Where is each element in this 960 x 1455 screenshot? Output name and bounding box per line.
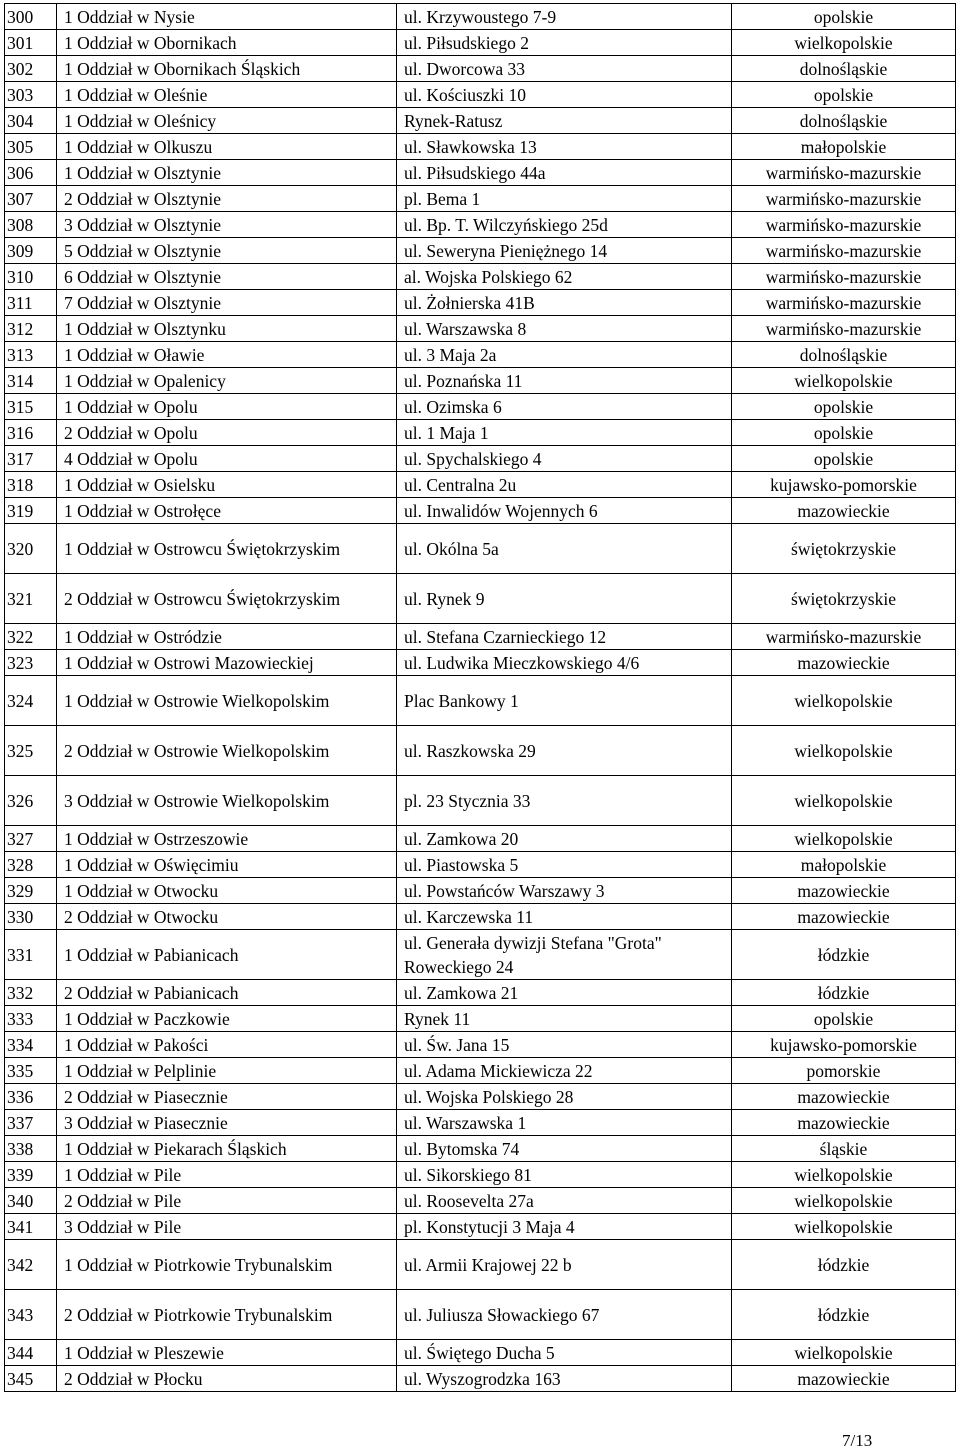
branch-address: ul. Świętego Ducha 5 [397, 1340, 732, 1366]
branch-name: 1 Oddział w Obornikach [57, 30, 397, 56]
branch-name: 2 Oddział w Pile [57, 1188, 397, 1214]
row-number: 332 [5, 980, 57, 1006]
table-row [5, 524, 956, 574]
branch-region: warmińsko-mazurskie [732, 624, 956, 650]
branch-address: pl. 23 Stycznia 33 [397, 776, 732, 826]
branch-address: ul. Generała dywizji Stefana "Grota" Roweckiego 24 [397, 930, 732, 980]
branch-name: 1 Oddział w Opalenicy [57, 368, 397, 394]
branch-name: 3 Oddział w Ostrowie Wielkopolskim [57, 776, 397, 826]
table-row [5, 316, 956, 342]
table-row [5, 1058, 956, 1084]
row-number: 333 [5, 1006, 57, 1032]
branch-region: świętokrzyskie [732, 574, 956, 624]
row-number: 309 [5, 238, 57, 264]
branch-address: ul. Armii Krajowej 22 b [397, 1240, 732, 1290]
table-row [5, 368, 956, 394]
row-number: 312 [5, 316, 57, 342]
branch-address: ul. Zamkowa 20 [397, 826, 732, 852]
branch-name: 1 Oddział w Olsztynku [57, 316, 397, 342]
branch-address: ul. Żołnierska 41B [397, 290, 732, 316]
branch-address: ul. 1 Maja 1 [397, 420, 732, 446]
branch-address: ul. Wyszogrodzka 163 [397, 1366, 732, 1392]
row-number: 316 [5, 420, 57, 446]
table-row [5, 264, 956, 290]
row-number: 339 [5, 1162, 57, 1188]
branch-address: ul. Zamkowa 21 [397, 980, 732, 1006]
branch-region: mazowieckie [732, 1366, 956, 1392]
table-row [5, 4, 956, 30]
table-row [5, 624, 956, 650]
branch-address: ul. Rynek 9 [397, 574, 732, 624]
branch-name: 4 Oddział w Opolu [57, 446, 397, 472]
branch-address: ul. Centralna 2u [397, 472, 732, 498]
branch-name: 2 Oddział w Olsztynie [57, 186, 397, 212]
row-number: 344 [5, 1340, 57, 1366]
branch-name: 1 Oddział w Ostrowcu Świętokrzyskim [57, 524, 397, 574]
branch-name: 1 Oddział w Opolu [57, 394, 397, 420]
table-row [5, 930, 956, 980]
row-number: 323 [5, 650, 57, 676]
branch-region: warmińsko-mazurskie [732, 212, 956, 238]
table-row [5, 56, 956, 82]
branch-name: 1 Oddział w Oleśnie [57, 82, 397, 108]
branch-address: ul. Bp. T. Wilczyńskiego 25d [397, 212, 732, 238]
branch-region: wielkopolskie [732, 1188, 956, 1214]
row-number: 343 [5, 1290, 57, 1340]
table-row [5, 904, 956, 930]
table-row [5, 878, 956, 904]
branch-region: wielkopolskie [732, 776, 956, 826]
branch-region: świętokrzyskie [732, 524, 956, 574]
table-row [5, 186, 956, 212]
table-row [5, 1240, 956, 1290]
row-number: 302 [5, 56, 57, 82]
table-row [5, 160, 956, 186]
branch-name: 1 Oddział w Piotrkowie Trybunalskim [57, 1240, 397, 1290]
branch-address: ul. Piłsudskiego 44a [397, 160, 732, 186]
branch-region: opolskie [732, 82, 956, 108]
branch-address: ul. Krzywoustego 7-9 [397, 4, 732, 30]
branch-address: ul. Seweryna Pieniężnego 14 [397, 238, 732, 264]
branch-address: ul. Warszawska 8 [397, 316, 732, 342]
branch-address: ul. Piastowska 5 [397, 852, 732, 878]
branch-name: 2 Oddział w Płocku [57, 1366, 397, 1392]
row-number: 345 [5, 1366, 57, 1392]
row-number: 307 [5, 186, 57, 212]
branch-address: al. Wojska Polskiego 62 [397, 264, 732, 290]
table-row [5, 1340, 956, 1366]
table-row [5, 1110, 956, 1136]
branch-address: ul. Piłsudskiego 2 [397, 30, 732, 56]
table-row [5, 1366, 956, 1392]
table-row [5, 472, 956, 498]
row-number: 314 [5, 368, 57, 394]
branch-region: kujawsko-pomorskie [732, 1032, 956, 1058]
branch-name: 1 Oddział w Obornikach Śląskich [57, 56, 397, 82]
branch-address: ul. Warszawska 1 [397, 1110, 732, 1136]
branch-region: łódzkie [732, 1240, 956, 1290]
row-number: 336 [5, 1084, 57, 1110]
branch-name: 1 Oddział w Nysie [57, 4, 397, 30]
table-row [5, 574, 956, 624]
branch-address: ul. Juliusza Słowackiego 67 [397, 1290, 732, 1340]
branch-region: mazowieckie [732, 904, 956, 930]
branch-region: dolnośląskie [732, 342, 956, 368]
branch-name: 1 Oddział w Pelplinie [57, 1058, 397, 1084]
branch-name: 7 Oddział w Olsztynie [57, 290, 397, 316]
row-number: 306 [5, 160, 57, 186]
branch-region: opolskie [732, 420, 956, 446]
table-row [5, 134, 956, 160]
branch-name: 1 Oddział w Ostródzie [57, 624, 397, 650]
branch-region: mazowieckie [732, 498, 956, 524]
branch-region: mazowieckie [732, 1084, 956, 1110]
table-row [5, 420, 956, 446]
row-number: 322 [5, 624, 57, 650]
row-number: 318 [5, 472, 57, 498]
branch-name: 2 Oddział w Ostrowcu Świętokrzyskim [57, 574, 397, 624]
branch-region: opolskie [732, 1006, 956, 1032]
table-row [5, 852, 956, 878]
row-number: 334 [5, 1032, 57, 1058]
branch-address: ul. Wojska Polskiego 28 [397, 1084, 732, 1110]
row-number: 329 [5, 878, 57, 904]
branch-region: małopolskie [732, 134, 956, 160]
branch-region: małopolskie [732, 852, 956, 878]
branch-table-container [4, 3, 956, 1392]
table-row [5, 1188, 956, 1214]
branch-region: dolnośląskie [732, 56, 956, 82]
branch-region: wielkopolskie [732, 726, 956, 776]
row-number: 317 [5, 446, 57, 472]
branch-name: 3 Oddział w Olsztynie [57, 212, 397, 238]
branch-region: łódzkie [732, 1290, 956, 1340]
branch-address: ul. Spychalskiego 4 [397, 446, 732, 472]
branch-address: ul. Św. Jana 15 [397, 1032, 732, 1058]
branch-region: warmińsko-mazurskie [732, 290, 956, 316]
branch-address: ul. Okólna 5a [397, 524, 732, 574]
row-number: 328 [5, 852, 57, 878]
table-row [5, 446, 956, 472]
branch-name: 1 Oddział w Ostrzeszowie [57, 826, 397, 852]
branch-region: warmińsko-mazurskie [732, 238, 956, 264]
branch-address: Rynek-Ratusz [397, 108, 732, 134]
branch-region: mazowieckie [732, 1110, 956, 1136]
branch-region: wielkopolskie [732, 826, 956, 852]
branch-address: ul. Sławkowska 13 [397, 134, 732, 160]
branch-region: wielkopolskie [732, 676, 956, 726]
table-row [5, 342, 956, 368]
branch-address: ul. Bytomska 74 [397, 1136, 732, 1162]
row-number: 324 [5, 676, 57, 726]
branch-name: 1 Oddział w Piekarach Śląskich [57, 1136, 397, 1162]
table-row [5, 1162, 956, 1188]
table-row [5, 826, 956, 852]
row-number: 305 [5, 134, 57, 160]
branch-name: 1 Oddział w Osielsku [57, 472, 397, 498]
branch-name: 2 Oddział w Piotrkowie Trybunalskim [57, 1290, 397, 1340]
table-row [5, 980, 956, 1006]
branch-address: ul. Dworcowa 33 [397, 56, 732, 82]
row-number: 311 [5, 290, 57, 316]
row-number: 340 [5, 1188, 57, 1214]
branch-address: ul. 3 Maja 2a [397, 342, 732, 368]
branch-name: 5 Oddział w Olsztynie [57, 238, 397, 264]
branch-region: mazowieckie [732, 878, 956, 904]
table-row [5, 212, 956, 238]
branch-name: 3 Oddział w Pile [57, 1214, 397, 1240]
branch-name: 2 Oddział w Otwocku [57, 904, 397, 930]
table-row [5, 1290, 956, 1340]
row-number: 313 [5, 342, 57, 368]
row-number: 303 [5, 82, 57, 108]
branch-region: opolskie [732, 394, 956, 420]
row-number: 338 [5, 1136, 57, 1162]
branch-name: 1 Oddział w Otwocku [57, 878, 397, 904]
branch-region: warmińsko-mazurskie [732, 186, 956, 212]
branch-name: 1 Oddział w Ostrowie Wielkopolskim [57, 676, 397, 726]
table-row [5, 1084, 956, 1110]
table-row [5, 776, 956, 826]
branch-region: warmińsko-mazurskie [732, 264, 956, 290]
table-row [5, 676, 956, 726]
branch-region: mazowieckie [732, 650, 956, 676]
branch-region: wielkopolskie [732, 1214, 956, 1240]
branch-address: Rynek 11 [397, 1006, 732, 1032]
branch-address: pl. Bema 1 [397, 186, 732, 212]
branch-region: warmińsko-mazurskie [732, 160, 956, 186]
row-number: 337 [5, 1110, 57, 1136]
row-number: 341 [5, 1214, 57, 1240]
branch-name: 2 Oddział w Piasecznie [57, 1084, 397, 1110]
branch-address: ul. Sikorskiego 81 [397, 1162, 732, 1188]
branch-name: 1 Oddział w Olsztynie [57, 160, 397, 186]
branch-name: 1 Oddział w Ostrołęce [57, 498, 397, 524]
branch-name: 1 Oddział w Pleszewie [57, 1340, 397, 1366]
table-row [5, 650, 956, 676]
branch-table-body [5, 4, 956, 1392]
branch-region: wielkopolskie [732, 1340, 956, 1366]
branch-address: ul. Inwalidów Wojennych 6 [397, 498, 732, 524]
branch-region: wielkopolskie [732, 30, 956, 56]
row-number: 331 [5, 930, 57, 980]
branch-name: 1 Oddział w Pakości [57, 1032, 397, 1058]
branch-address: ul. Powstańców Warszawy 3 [397, 878, 732, 904]
branch-name: 1 Oddział w Olkuszu [57, 134, 397, 160]
row-number: 315 [5, 394, 57, 420]
row-number: 327 [5, 826, 57, 852]
branch-region: łódzkie [732, 980, 956, 1006]
branch-address: ul. Ludwika Mieczkowskiego 4/6 [397, 650, 732, 676]
row-number: 319 [5, 498, 57, 524]
row-number: 342 [5, 1240, 57, 1290]
branch-name: 1 Oddział w Paczkowie [57, 1006, 397, 1032]
branch-region: wielkopolskie [732, 1162, 956, 1188]
table-row [5, 82, 956, 108]
branch-name: 1 Oddział w Oleśnicy [57, 108, 397, 134]
table-row [5, 108, 956, 134]
branch-region: łódzkie [732, 930, 956, 980]
table-row [5, 498, 956, 524]
branch-address: ul. Stefana Czarnieckiego 12 [397, 624, 732, 650]
page-number: 7/13 [842, 1431, 873, 1450]
branch-name: 1 Oddział w Pabianicach [57, 930, 397, 980]
branch-region: opolskie [732, 446, 956, 472]
branch-region: kujawsko-pomorskie [732, 472, 956, 498]
row-number: 321 [5, 574, 57, 624]
row-number: 301 [5, 30, 57, 56]
row-number: 320 [5, 524, 57, 574]
branch-name: 6 Oddział w Olsztynie [57, 264, 397, 290]
row-number: 335 [5, 1058, 57, 1084]
branch-region: wielkopolskie [732, 368, 956, 394]
table-row [5, 30, 956, 56]
branch-name: 2 Oddział w Ostrowie Wielkopolskim [57, 726, 397, 776]
branch-region: warmińsko-mazurskie [732, 316, 956, 342]
branch-address: Plac Bankowy 1 [397, 676, 732, 726]
table-row [5, 238, 956, 264]
table-row [5, 1214, 956, 1240]
table-row [5, 290, 956, 316]
row-number: 304 [5, 108, 57, 134]
row-number: 300 [5, 4, 57, 30]
row-number: 325 [5, 726, 57, 776]
row-number: 326 [5, 776, 57, 826]
branch-name: 1 Oddział w Ostrowi Mazowieckiej [57, 650, 397, 676]
branch-name: 3 Oddział w Piasecznie [57, 1110, 397, 1136]
table-row [5, 1006, 956, 1032]
row-number: 310 [5, 264, 57, 290]
table-row [5, 394, 956, 420]
branch-region: opolskie [732, 4, 956, 30]
branch-name: 1 Oddział w Oławie [57, 342, 397, 368]
branch-region: śląskie [732, 1136, 956, 1162]
branch-address: pl. Konstytucji 3 Maja 4 [397, 1214, 732, 1240]
table-row [5, 1136, 956, 1162]
branch-address: ul. Ozimska 6 [397, 394, 732, 420]
branch-region: pomorskie [732, 1058, 956, 1084]
branch-region: dolnośląskie [732, 108, 956, 134]
table-row [5, 726, 956, 776]
branch-address: ul. Roosevelta 27a [397, 1188, 732, 1214]
branch-name: 2 Oddział w Pabianicach [57, 980, 397, 1006]
branch-table [4, 3, 956, 1392]
row-number: 330 [5, 904, 57, 930]
branch-name: 1 Oddział w Pile [57, 1162, 397, 1188]
table-row [5, 1032, 956, 1058]
branch-address: ul. Kościuszki 10 [397, 82, 732, 108]
branch-name: 2 Oddział w Opolu [57, 420, 397, 446]
branch-address: ul. Karczewska 11 [397, 904, 732, 930]
row-number: 308 [5, 212, 57, 238]
branch-address: ul. Poznańska 11 [397, 368, 732, 394]
branch-address: ul. Raszkowska 29 [397, 726, 732, 776]
branch-address: ul. Adama Mickiewicza 22 [397, 1058, 732, 1084]
branch-name: 1 Oddział w Oświęcimiu [57, 852, 397, 878]
